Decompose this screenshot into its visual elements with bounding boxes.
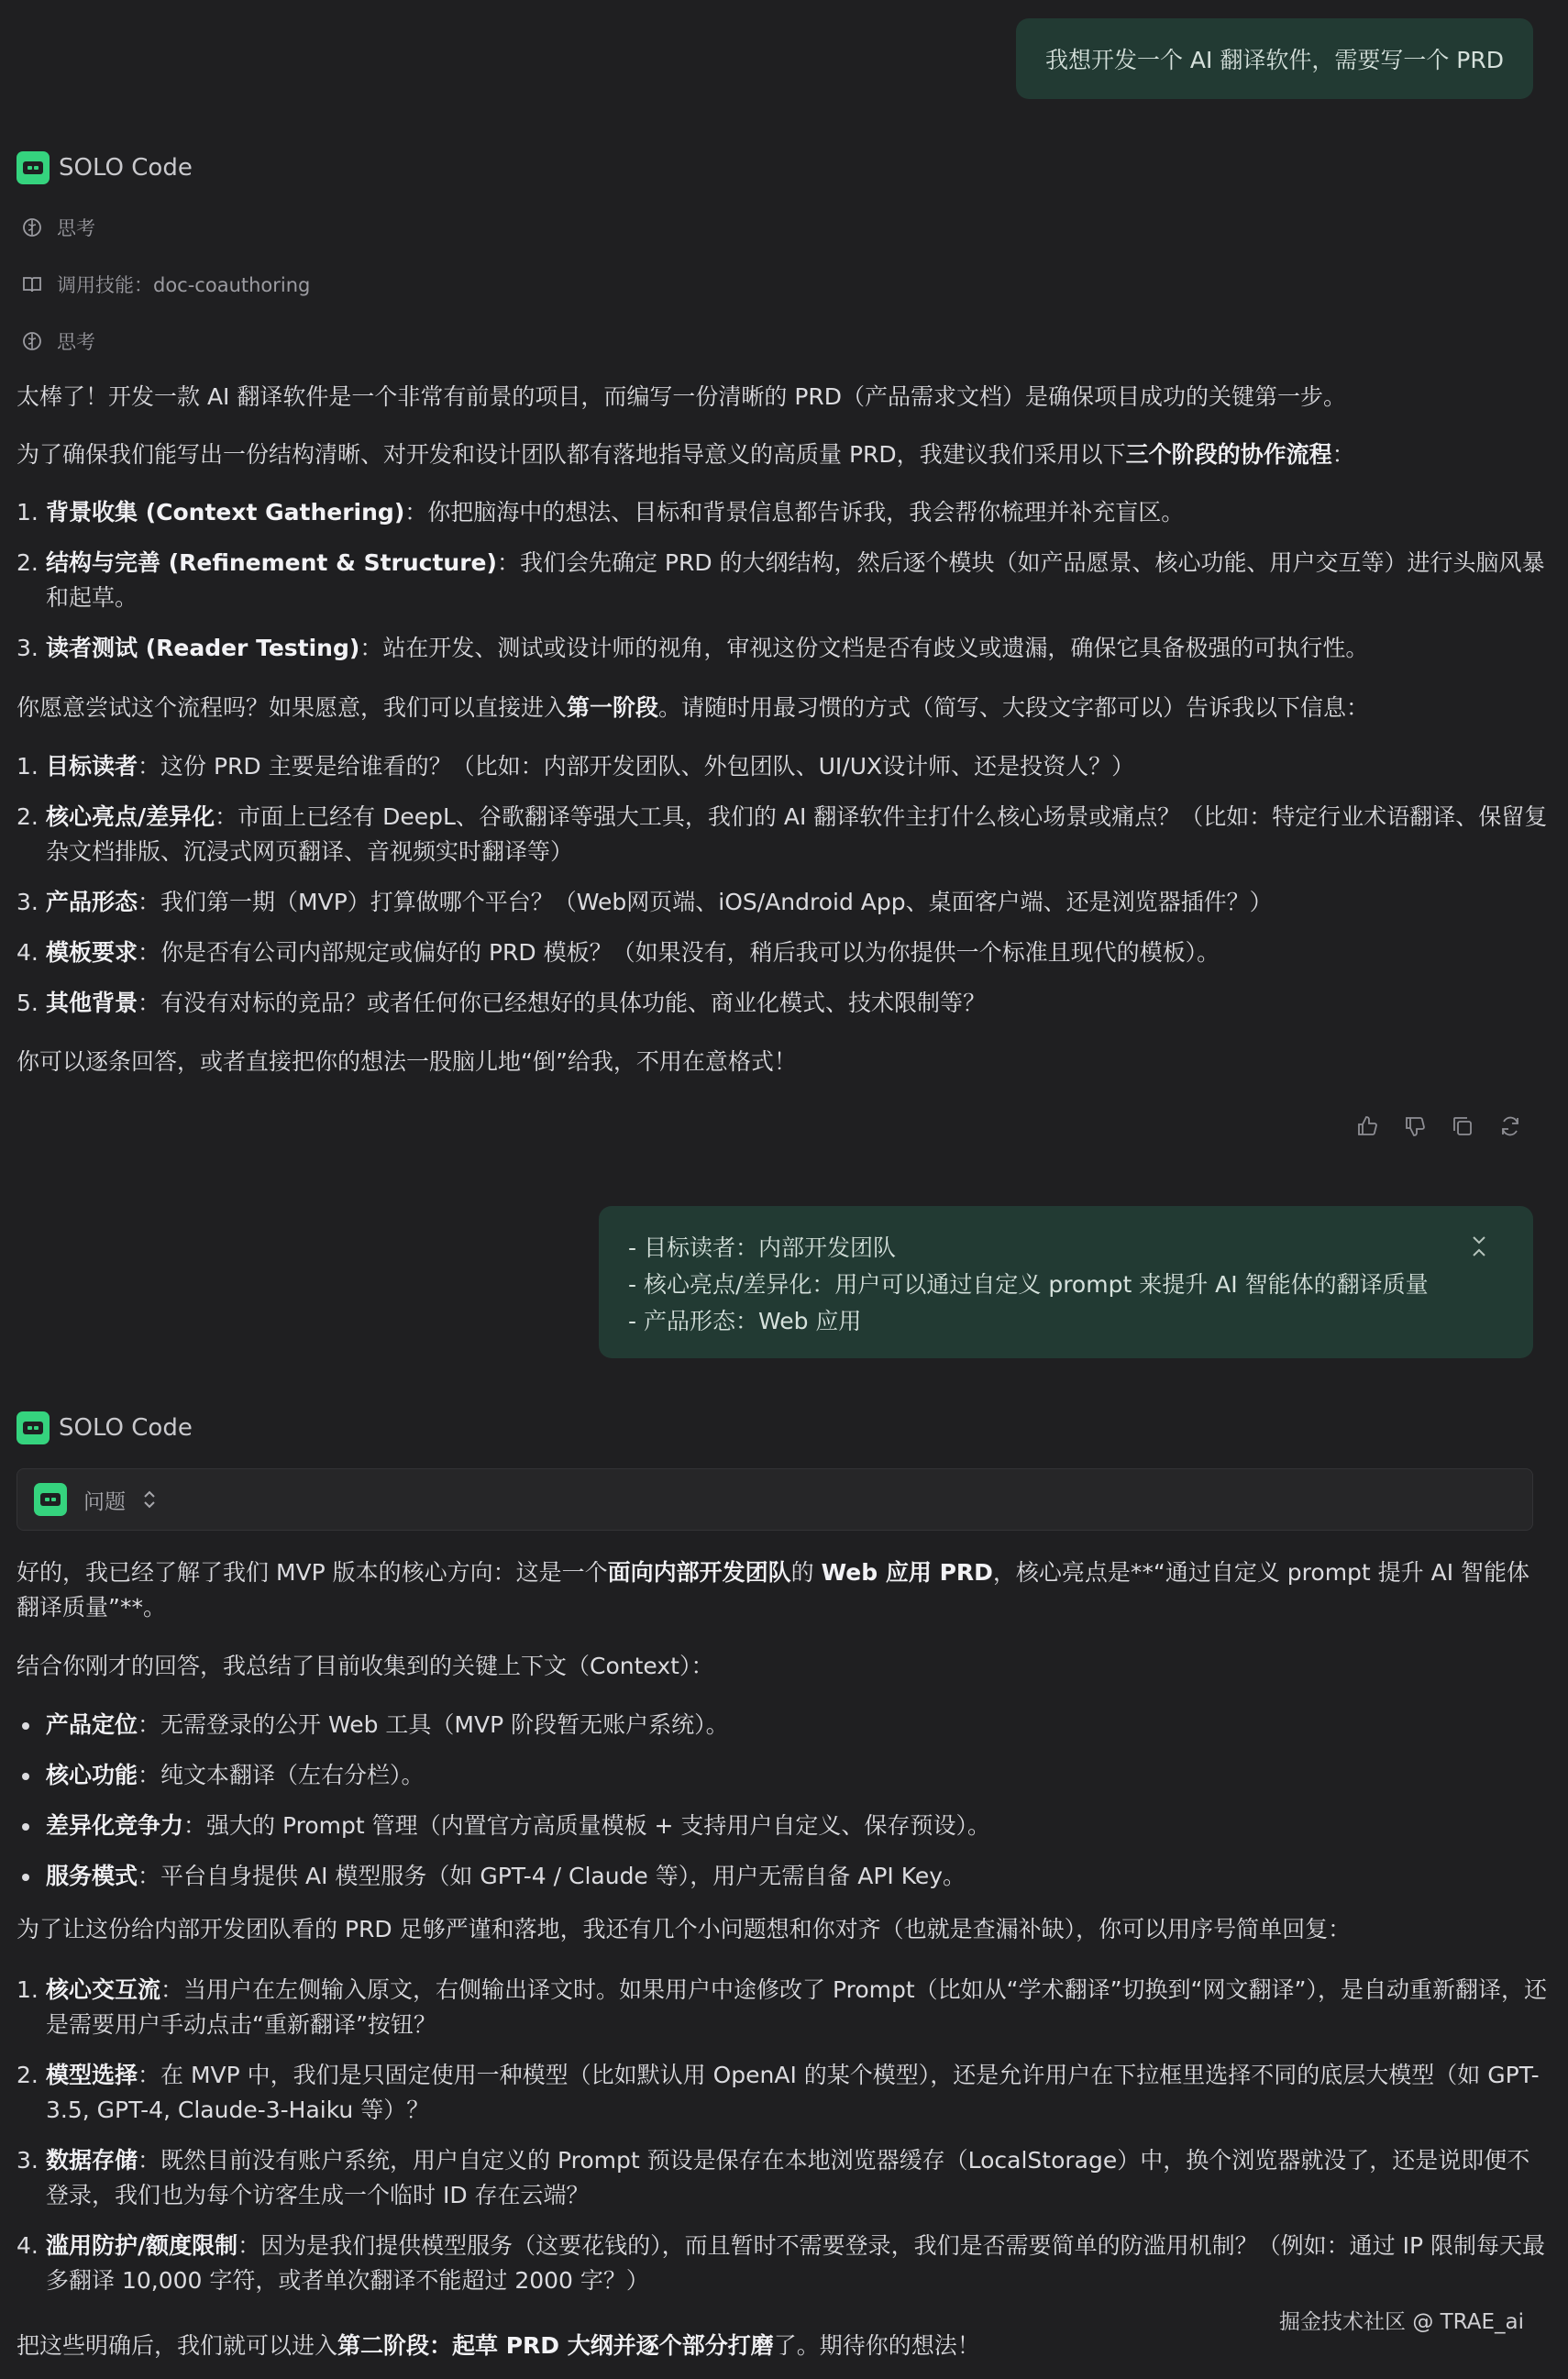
user-message [599, 1206, 1533, 1358]
reply-paragraph: 为了确保我们能写出一份结构清晰、对开发和设计团队都有落地指导意义的高质量 PRD，我建议我们采用以下三个阶段的协作流程： [17, 441, 1355, 468]
list-item: 1. 目标读者：这份 PRD 主要是给谁看的？（比如：内部开发团队、外包团队、UI/UX设计师、还是投资人？） [17, 753, 1135, 780]
user-message [1016, 18, 1533, 99]
step-label: 思考 [57, 217, 95, 239]
context-list [17, 1708, 1548, 1894]
step-label: 调用技能：doc-coauthoring [57, 274, 311, 296]
bot-icon [17, 151, 50, 184]
reply-paragraph: 你可以逐条回答，或者直接把你的想法一股脑儿地“倒”给我，不用在意格式！ [17, 1048, 797, 1075]
list-item: 差异化竞争力：强大的 Prompt 管理（内置官方高质量模板 + 支持用户自定义、保存预设）。 [17, 1809, 1548, 1843]
step-think[interactable] [22, 214, 95, 241]
step-label: 思考 [57, 331, 95, 353]
agent-name: SOLO Code [59, 1414, 193, 1442]
chevron-updown-icon [142, 1488, 157, 1510]
list-item: 3. 数据存储：既然目前没有账户系统，用户自定义的 Prompt 预设是保存在本地浏览器缓存（LocalStorage）中，换个浏览器就没了，还是说即便不登录，我们也为每个访客生成一个临时 ID 存在云端？ [17, 2147, 1530, 2208]
user-message-line: - 核心亮点/差异化：用户可以通过自定义 prompt 来提升 AI 智能体的翻译质量 [628, 1271, 1429, 1298]
brain-icon [22, 217, 42, 238]
question-list [17, 749, 1548, 1021]
brain-icon [22, 331, 42, 351]
bot-icon [34, 1483, 67, 1516]
thumbs-down-icon[interactable] [1403, 1114, 1427, 1138]
step-think[interactable] [22, 327, 95, 355]
user-message-line: - 目标读者：内部开发团队 [628, 1234, 896, 1261]
phase-list [17, 495, 1548, 666]
question-tool-bar[interactable] [17, 1468, 1533, 1531]
list-item: 3. 产品形态：我们第一期（MVP）打算做哪个平台？（Web网页端、iOS/Android App、桌面客户端、还是浏览器插件？） [17, 889, 1273, 915]
step-skill[interactable] [22, 271, 310, 298]
user-message-line: - 产品形态：Web 应用 [628, 1308, 862, 1334]
reply-paragraph: 好的，我已经了解了我们 MVP 版本的核心方向：这是一个面向内部开发团队的 Web 应用 PRD，核心亮点是**“通过自定义 prompt 提升 AI 智能体翻译质量”**。 [17, 1559, 1530, 1621]
reply-paragraph: 太棒了！开发一款 AI 翻译软件是一个非常有前景的项目，而编写一份清晰的 PRD（产品需求文档）是确保项目成功的关键第一步。 [17, 383, 1347, 410]
watermark: 掘金技术社区 @ TRAE_ai [1279, 2310, 1524, 2334]
question-label: 问题 [83, 1489, 126, 1514]
question-list [17, 1973, 1548, 2298]
list-item: 4. 滥用防护/额度限制：因为是我们提供模型服务（这要花钱的），而且暂时不需要登录，我们是否需要简单的防滥用机制？（例如：通过 IP 限制每天最多翻译 10,000 字符，或者单次翻译不能超过 2000 字？） [17, 2232, 1545, 2294]
list-item: 产品定位：无需登录的公开 Web 工具（MVP 阶段暂无账户系统）。 [17, 1708, 1548, 1743]
agent-header [17, 1411, 193, 1444]
collapse-icon[interactable] [1469, 1234, 1489, 1259]
bot-icon [17, 1411, 50, 1444]
list-item: 核心功能：纯文本翻译（左右分栏）。 [17, 1758, 1548, 1793]
list-item: 4. 模板要求：你是否有公司内部规定或偏好的 PRD 模板？（如果没有，稍后我可以为你提供一个标准且现代的模板）。 [17, 939, 1220, 966]
reply-paragraph: 你愿意尝试这个流程吗？如果愿意，我们可以直接进入第一阶段。请随时用最习惯的方式（简写、大段文字都可以）告诉我以下信息： [17, 694, 1370, 721]
reply-paragraph: 结合你刚才的回答，我总结了目前收集到的关键上下文（Context）： [17, 1653, 714, 1679]
copy-icon[interactable] [1451, 1114, 1474, 1138]
reply-paragraph: 把这些明确后，我们就可以进入第二阶段：起草 PRD 大纲并逐个部分打磨了。期待你的想法！ [17, 2332, 980, 2359]
list-item: 服务模式：平台自身提供 AI 模型服务（如 GPT-4 / Claude 等），用户无需自备 API Key。 [17, 1859, 1548, 1894]
book-icon [22, 274, 42, 294]
user-message-text: 我想开发一个 AI 翻译软件，需要写一个 PRD [1044, 47, 1504, 73]
list-item: 3. 读者测试 (Reader Testing)：站在开发、测试或设计师的视角，审视这份文档是否有歧义或遗漏，确保它具备极强的可执行性。 [17, 635, 1369, 661]
list-item: 2. 核心亮点/差异化：市面上已经有 DeepL、谷歌翻译等强大工具，我们的 AI 翻译软件主打什么核心场景或痛点？（比如：特定行业术语翻译、保留复杂文档排版、沉浸式网页翻译、音视频实时翻译等） [17, 803, 1548, 865]
list-item: 1. 背景收集 (Context Gathering)：你把脑海中的想法、目标和背景信息都告诉我，我会帮你梳理并补充盲区。 [17, 499, 1185, 526]
thumbs-up-icon[interactable] [1355, 1114, 1379, 1138]
list-item: 2. 模型选择：在 MVP 中，我们是只固定使用一种模型（比如默认用 OpenAI 的某个模型），还是允许用户在下拉框里选择不同的底层大模型（如 GPT-3.5, GPT-4, Claude-3-Haiku 等）？ [17, 2062, 1540, 2123]
list-item: 2. 结构与完善 (Refinement & Structure)：我们会先确定 PRD 的大纲结构，然后逐个模块（如产品愿景、核心功能、用户交互等）进行头脑风暴和起草。 [17, 549, 1545, 611]
regenerate-icon[interactable] [1498, 1114, 1522, 1138]
list-item: 5. 其他背景：有没有对标的竞品？或者任何你已经想好的具体功能、商业化模式、技术限制等？ [17, 990, 987, 1016]
agent-name: SOLO Code [59, 154, 193, 182]
message-actions [1355, 1114, 1522, 1138]
agent-header [17, 151, 193, 184]
reply-paragraph: 为了让这份给内部开发团队看的 PRD 足够严谨和落地，我还有几个小问题想和你对齐（也就是查漏补缺），你可以用序号简单回复： [17, 1916, 1352, 1942]
list-item: 1. 核心交互流：当用户在左侧输入原文，右侧输出译文时。如果用户中途修改了 Prompt（比如从“学术翻译”切换到“网文翻译”），是自动重新翻译，还是需要用户手动点击“重新翻译”按钮？ [17, 1976, 1547, 2038]
